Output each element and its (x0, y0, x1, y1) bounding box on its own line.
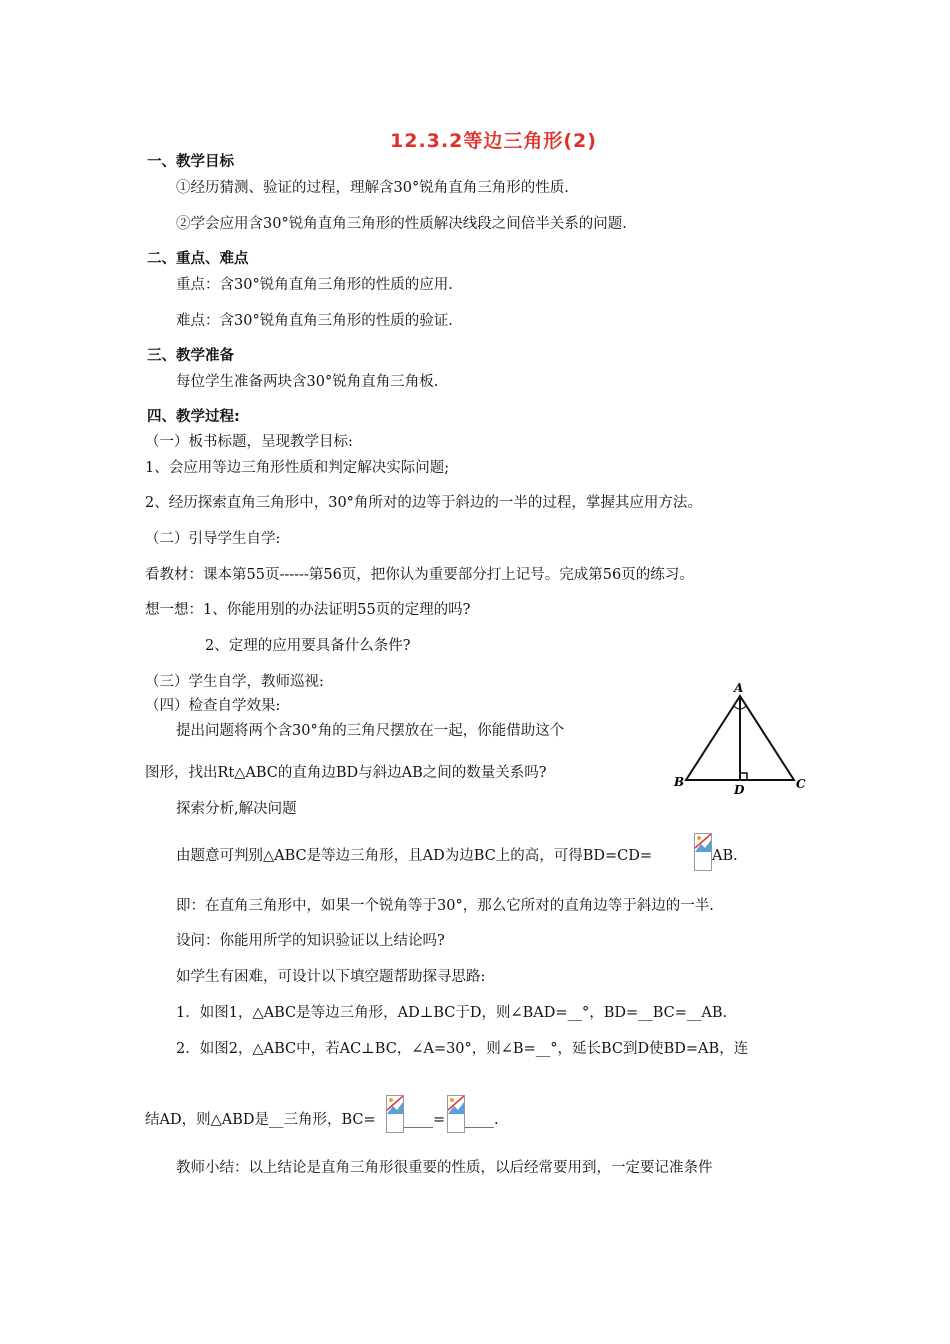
question-line-2: 图形，找出Rt△ABC的直角边BD与斜边AB之间的数量关系吗? (145, 765, 547, 781)
fraction-image-placeholder (447, 1095, 465, 1133)
reading-instruction: 看教材：课本第55页------第56页，把你认为重要部分打上记号。完成第56页的练习。 (145, 567, 694, 583)
fraction-image-placeholder (386, 1095, 404, 1133)
process-step-3: （三）学生自学，教师巡视: (145, 674, 324, 690)
analysis-heading: 探索分析,解决问题 (176, 801, 297, 817)
process-goal-1: 1、会应用等边三角形性质和判定解决实际问题; (145, 460, 450, 476)
broken-image-icon (695, 834, 711, 852)
process-step-1: （一）板书标题，呈现教学目标: (145, 434, 353, 450)
blank-segment-1: ____= (404, 1112, 446, 1128)
key-point-item: 重点：含30°锐角直角三角形的性质的应用. (176, 277, 453, 293)
derivation-line (176, 847, 652, 865)
hint-intro: 如学生有困难，可设计以下填空题帮助探寻思路: (176, 969, 486, 985)
label-a: A (734, 681, 744, 695)
process-goal-2: 2、经历探索直角三角形中，30°角所对的边等于斜边的一半的过程，掌握其应用方法。 (145, 495, 702, 511)
teacher-summary: 教师小结：以上结论是直角三角形很重要的性质，以后经常要用到，一定要记准条件 (176, 1160, 713, 1176)
label-c: C (796, 777, 806, 791)
preparation-item: 每位学生准备两块含30°锐角直角三角板. (176, 374, 439, 390)
fill-blank-question-2: 2．如图2，△ABC中，若AC⊥BC，∠A=30°，则∠B=__°，延长BC到D使BD=AB，连 (176, 1041, 749, 1057)
objective-item-1: ①经历猜测、验证的过程，理解含30°锐角直角三角形的性质. (176, 180, 569, 196)
process-step-4: （四）检查自学效果: (145, 698, 281, 714)
fraction-image-placeholder (694, 833, 712, 871)
process-step-2: （二）引导学生自学: (145, 531, 281, 547)
section-heading-preparation: 三、教学准备 (147, 348, 234, 364)
question-line-1: 提出问题将两个含30°角的三角尺摆放在一起，你能借助这个 (176, 723, 565, 739)
blank-segment-2: ____. (465, 1112, 499, 1128)
label-d: D (734, 783, 745, 796)
theorem-statement: 即：在直角三角形中，如果一个锐角等于30°，那么它所对的直角边等于斜边的一半. (176, 898, 714, 914)
section-heading-process: 四、教学过程: (147, 409, 240, 425)
section-heading-key-points: 二、重点、难点 (147, 251, 249, 267)
section-heading-objectives: 一、教学目标 (147, 154, 234, 170)
think-question-1: 想一想：1、你能用别的办法证明55页的定理的吗? (145, 602, 471, 618)
objective-item-2: ②学会应用含30°锐角直角三角形的性质解决线段之间倍半关系的问题. (176, 216, 627, 232)
triangle-figure (668, 678, 810, 796)
page-title: 12.3.2等边三角形(2) (390, 130, 597, 152)
fill-blank-question-1: 1．如图1，△ABC是等边三角形，AD⊥BC于D，则∠BAD=__°，BD=__BC=__AB. (176, 1005, 728, 1021)
derivation-tail: AB. (712, 848, 738, 864)
broken-image-icon (448, 1096, 464, 1114)
broken-image-icon (387, 1096, 403, 1114)
derivation-text: 由题意可判别△ABC是等边三角形，且AD为边BC上的高，可得BD=CD= (176, 848, 653, 864)
label-b: B (674, 775, 685, 789)
think-question-2: 2、定理的应用要具备什么条件? (205, 638, 411, 654)
right-angle-mark (740, 773, 747, 780)
prompt-question: 设问：你能用所学的知识验证以上结论吗? (176, 933, 445, 949)
difficulty-item: 难点：含30°锐角直角三角形的性质的验证. (176, 313, 453, 329)
fill-blank-question-2-cont: 结AD，则△ABD是__三角形，BC= (145, 1112, 376, 1128)
